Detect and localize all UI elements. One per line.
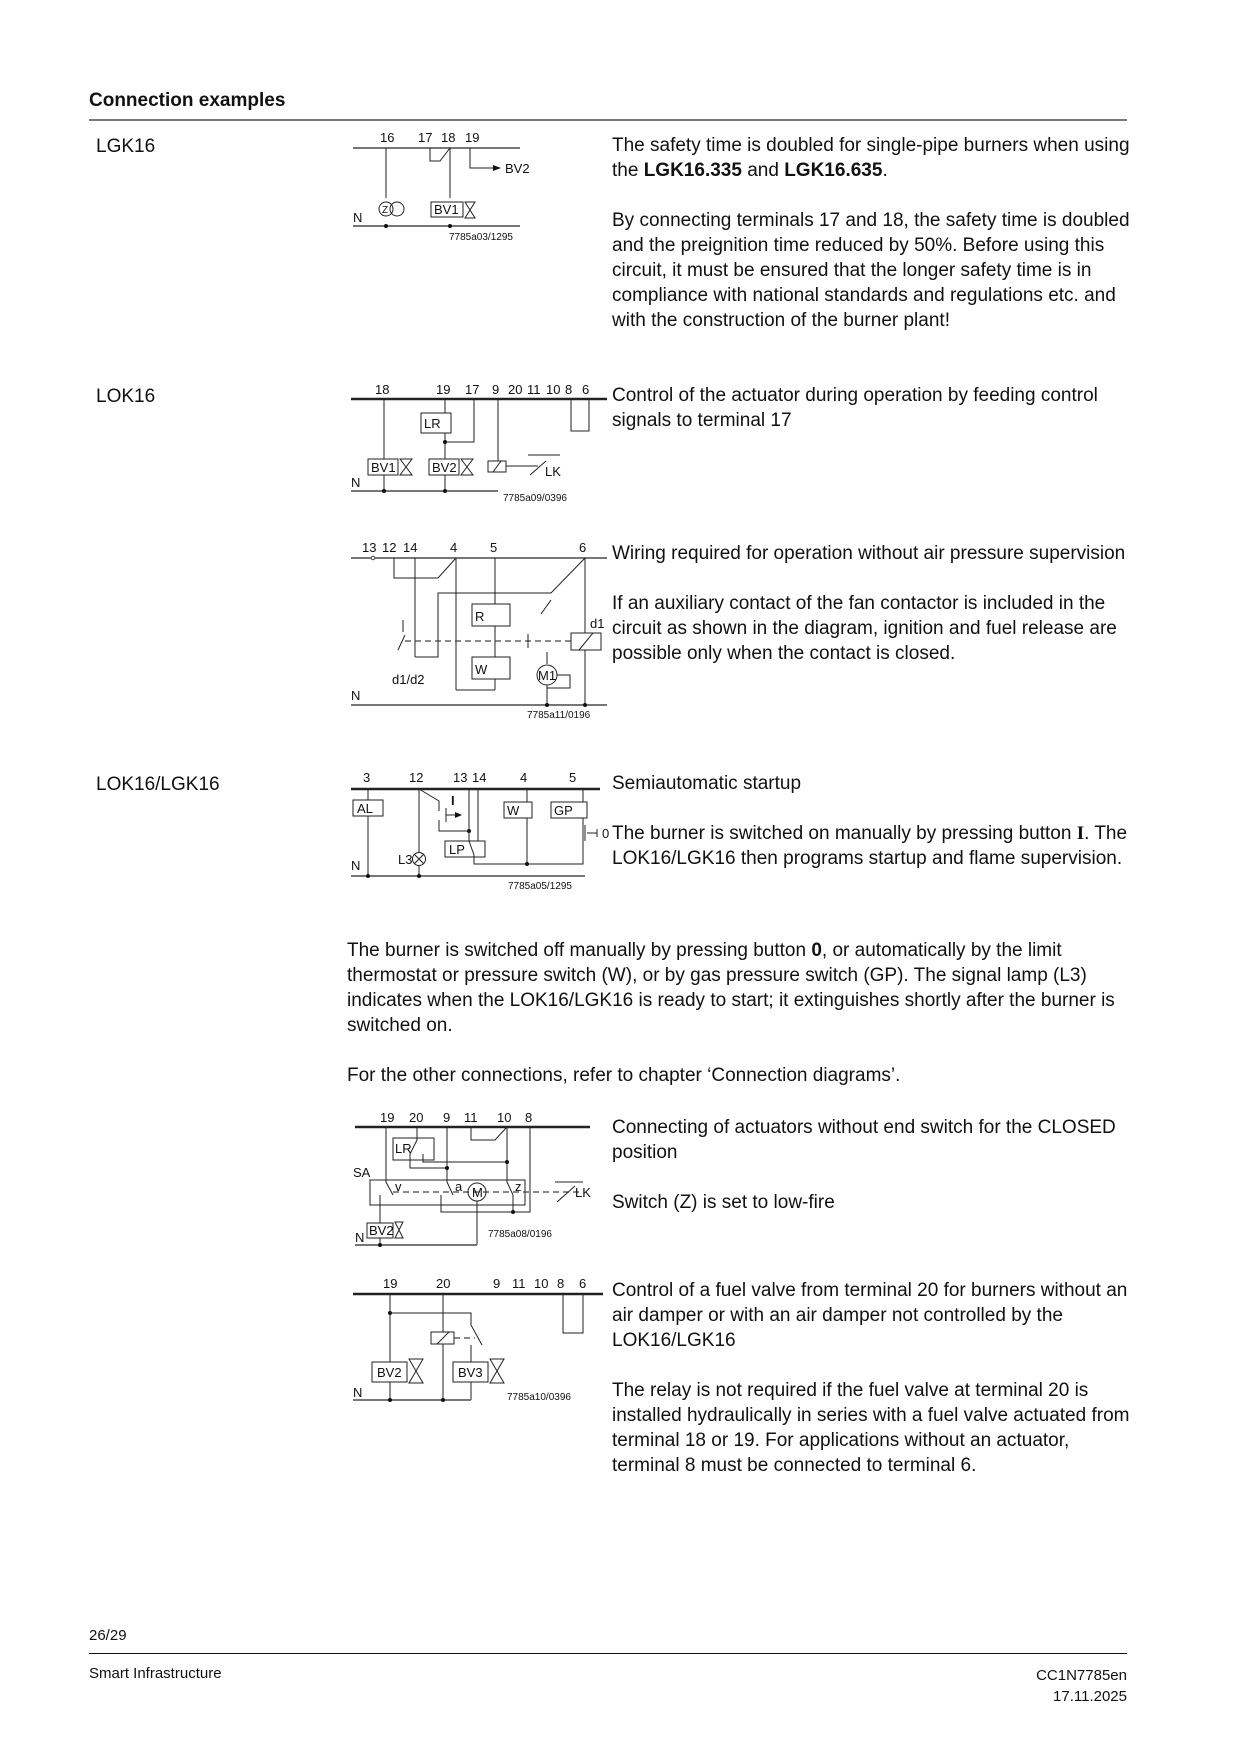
paragraph: Wiring required for operation without air pressure supervision <box>612 543 1126 564</box>
svg-text:a: a <box>455 1179 463 1194</box>
terminal-label: 17 <box>418 130 433 145</box>
terminal-label: 10 <box>546 382 561 397</box>
description-no-air-pressure <box>612 541 1132 666</box>
terminal-label: 20 <box>409 1110 424 1125</box>
description-lgk16 <box>612 133 1132 333</box>
svg-text:N: N <box>351 688 361 703</box>
valve-icon <box>409 1359 423 1383</box>
paragraph: Semiautomatic startup <box>612 773 802 794</box>
svg-text:M1: M1 <box>538 668 557 683</box>
paragraph: If an auxiliary contact of the fan contactor is included in the circuit as shown in the diagram, ignition and fuel release are possible only when the contact is closed. <box>612 593 1117 664</box>
example-label-lgk16: LGK16 <box>96 136 156 157</box>
svg-text:BV2: BV2 <box>432 460 457 475</box>
example-label-lok16: LOK16 <box>96 386 156 407</box>
paragraph: The relay is not required if the fuel valve at terminal 20 is installed hydraulically in series with a fuel valve actuated from terminal 18 or 19. For applications without an actuator, terminal 8 must be connected to terminal 6. <box>612 1380 1130 1476</box>
terminal-label: 18 <box>375 382 390 397</box>
wiring-diagram-fuel-valve-terminal-20 <box>345 1275 615 1410</box>
component-bv2: BV2 <box>505 161 530 176</box>
page-number: 26/29 <box>89 1627 127 1644</box>
terminal-label: 9 <box>493 1276 501 1291</box>
paragraph: The burner is switched on manually by pressing button I. The LOK16/LGK16 then programs startup and flame supervision. <box>612 823 1128 869</box>
svg-text:GP: GP <box>554 803 573 818</box>
button-0: 0 <box>602 826 610 841</box>
svg-text:W: W <box>507 803 520 818</box>
terminal-label: 19 <box>383 1276 398 1291</box>
component-lr: LR <box>424 416 441 431</box>
diagram-ref: 7785a08/0196 <box>488 1229 552 1240</box>
description-lok16 <box>612 383 1132 433</box>
description-fuel-valve-terminal-20 <box>612 1278 1132 1478</box>
terminal-label: 14 <box>472 770 487 785</box>
valve-icon <box>465 202 475 218</box>
paragraph: By connecting terminals 17 and 18, the safety time is doubled and the preignition time reduced by 50%. Before using this circuit, it must be ensured that the longer safety time is in compliance with national standards and regulations etc. and with the construction of the burner plant! <box>612 210 1130 331</box>
paragraph: Control of a fuel valve from terminal 20 for burners without an air damper or with an air damper not controlled by the LOK16/LGK16 <box>612 1280 1128 1351</box>
paragraph: Control of the actuator during operation by feeding control signals to terminal 17 <box>612 385 1098 431</box>
component-lk: LK <box>545 464 561 479</box>
svg-text:z: z <box>515 1179 522 1194</box>
diagram-ref: 7785a11/0196 <box>527 710 591 721</box>
terminal-label: 5 <box>569 770 577 785</box>
component-lk: LK <box>575 1185 591 1200</box>
svg-text:LP: LP <box>449 842 465 857</box>
wiring-diagram-no-air-pressure <box>345 540 610 725</box>
description-actuator-no-end-switch <box>612 1115 1132 1215</box>
terminal-label: 5 <box>490 540 498 555</box>
terminal-label: 19 <box>465 130 480 145</box>
component-d1d2: d1/d2 <box>392 672 425 687</box>
document-date: 17.11.2025 <box>1053 1688 1127 1705</box>
terminal-label: 16 <box>380 130 395 145</box>
terminal-label: 14 <box>403 540 418 555</box>
svg-text:I: I <box>451 793 455 808</box>
header-divider <box>89 119 1127 121</box>
svg-text:BV3: BV3 <box>458 1365 483 1380</box>
paragraph: The safety time is doubled for single-pipe burners when using the LGK16.335 and LGK16.635. <box>612 135 1130 181</box>
svg-text:M: M <box>472 1185 483 1200</box>
diagram-ref: 7785a09/0396 <box>503 493 567 504</box>
svg-text:d1: d1 <box>590 616 605 631</box>
wiring-diagram-actuator-no-end-switch <box>345 1110 620 1250</box>
section-title: Connection examples <box>89 90 286 111</box>
document-id: CC1N7785en <box>1036 1667 1127 1684</box>
valve-icon <box>400 459 412 475</box>
terminal-label: 8 <box>525 1110 533 1125</box>
terminal-label: 9 <box>492 382 500 397</box>
terminal-label: 11 <box>464 1110 478 1125</box>
terminal-label: 19 <box>436 382 451 397</box>
component-l3: L3 <box>398 852 413 867</box>
svg-text:LR: LR <box>395 1141 412 1156</box>
component-sa: SA <box>353 1165 371 1180</box>
footer-divider <box>89 1653 1127 1654</box>
svg-text:BV1: BV1 <box>371 460 396 475</box>
valve-icon <box>490 1359 504 1383</box>
terminal-label: 9 <box>443 1110 451 1125</box>
svg-text:AL: AL <box>357 801 373 816</box>
valve-icon <box>461 459 473 475</box>
terminal-label: 17 <box>465 382 480 397</box>
svg-text:N: N <box>353 1385 363 1400</box>
terminal-label: 3 <box>363 770 371 785</box>
terminal-label: 10 <box>497 1110 512 1125</box>
svg-text:v: v <box>395 1179 402 1194</box>
terminal-label: 8 <box>565 382 573 397</box>
paragraph: Switch (Z) is set to low-fire <box>612 1192 835 1213</box>
valve-icon <box>395 1222 403 1238</box>
terminal-label: 20 <box>436 1276 451 1291</box>
terminal-label: 12 <box>409 770 424 785</box>
diagram-ref: 7785a03/1295 <box>449 232 513 243</box>
svg-text:BV1: BV1 <box>434 202 459 217</box>
svg-text:N: N <box>353 210 363 225</box>
terminal-label: 11 <box>527 382 541 397</box>
terminal-label: 6 <box>579 540 587 555</box>
wiring-diagram-semiautomatic <box>345 769 620 894</box>
terminal-label: 10 <box>534 1276 549 1291</box>
terminal-label: 13 <box>453 770 468 785</box>
example-label-lok16-lgk16: LOK16/LGK16 <box>96 774 220 795</box>
terminal-label: 13 <box>362 540 377 555</box>
terminal-label: 12 <box>382 540 397 555</box>
terminal-label: 6 <box>582 382 590 397</box>
footer-doc-info <box>1036 1665 1127 1707</box>
terminal-label: 18 <box>441 130 456 145</box>
diagram-ref: 7785a05/1295 <box>508 881 572 892</box>
terminal-label: 20 <box>508 382 523 397</box>
semiautomatic-details <box>347 938 1137 1113</box>
paragraph: Connecting of actuators without end switch for the CLOSED position <box>612 1117 1116 1163</box>
paragraph: The burner is switched off manually by pressing button 0, or automatically by the limit thermostat or pressure switch (W), or by gas pressure switch (GP). The signal lamp (L3) indicates when the LOK16/LGK16 is ready to start; it extinguishes shortly after the burner is switched on. <box>347 940 1115 1036</box>
wiring-diagram-lgk16 <box>345 130 545 243</box>
svg-text:BV2: BV2 <box>369 1223 394 1238</box>
terminal-label: 4 <box>520 770 528 785</box>
diagram-ref: 7785a10/0396 <box>507 1392 571 1403</box>
terminal-label: 8 <box>557 1276 565 1291</box>
terminal-label: 19 <box>380 1110 395 1125</box>
svg-text:BV2: BV2 <box>377 1365 402 1380</box>
svg-text:N: N <box>351 858 361 873</box>
terminal-label: 6 <box>579 1276 587 1291</box>
svg-text:Z: Z <box>382 205 389 216</box>
footer-company: Smart Infrastructure <box>89 1665 222 1682</box>
svg-text:N: N <box>351 475 361 490</box>
terminal-label: 4 <box>450 540 458 555</box>
description-semiautomatic <box>612 771 1132 871</box>
paragraph: For the other connections, refer to chapter ‘Connection diagrams’. <box>347 1065 901 1086</box>
terminal-label: 11 <box>512 1276 526 1291</box>
svg-text:W: W <box>475 662 488 677</box>
svg-text:R: R <box>475 609 485 624</box>
wiring-diagram-lok16 <box>345 382 610 504</box>
svg-text:N: N <box>355 1230 365 1245</box>
